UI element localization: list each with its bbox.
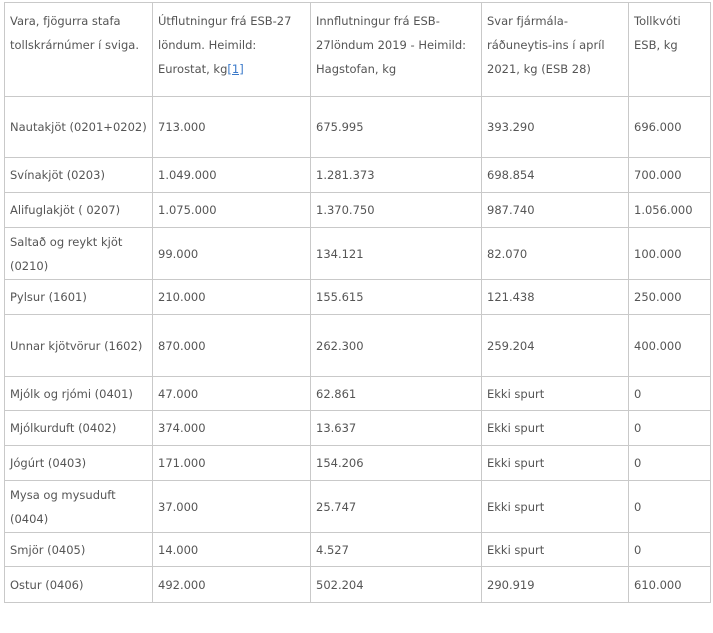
cell-tollkvoti: 700.000 <box>629 158 711 193</box>
table-row <box>5 446 711 481</box>
cell-utflutningur: 14.000 <box>153 533 311 567</box>
cell-innflutningur: 502.204 <box>311 567 482 603</box>
table-row <box>5 158 711 193</box>
cell-svar: 82.070 <box>482 228 629 280</box>
cell-vara: Nautakjöt (0201+0202) <box>5 97 153 158</box>
cell-svar: Ekki spurt <box>482 411 629 446</box>
table-row <box>5 315 711 377</box>
cell-utflutningur: 47.000 <box>153 377 311 411</box>
table-row <box>5 411 711 446</box>
cell-svar: Ekki spurt <box>482 533 629 567</box>
cell-vara: Smjör (0405) <box>5 533 153 567</box>
header-innflutningur: Innflutningur frá ESB-27löndum 2019 - Heimild: Hagstofan, kg <box>311 3 482 97</box>
cell-vara: Pylsur (1601) <box>5 280 153 315</box>
cell-tollkvoti: 0 <box>629 533 711 567</box>
cell-tollkvoti: 0 <box>629 481 711 533</box>
cell-svar: 987.740 <box>482 193 629 228</box>
cell-innflutningur: 155.615 <box>311 280 482 315</box>
cell-vara: Mjólk og rjómi (0401) <box>5 377 153 411</box>
cell-tollkvoti: 0 <box>629 411 711 446</box>
cell-tollkvoti: 696.000 <box>629 97 711 158</box>
cell-vara: Mjólkurduft (0402) <box>5 411 153 446</box>
cell-svar: 698.854 <box>482 158 629 193</box>
cell-utflutningur: 210.000 <box>153 280 311 315</box>
cell-tollkvoti: 100.000 <box>629 228 711 280</box>
cell-vara: Alifuglakjöt ( 0207) <box>5 193 153 228</box>
cell-innflutningur: 262.300 <box>311 315 482 377</box>
cell-tollkvoti: 1.056.000 <box>629 193 711 228</box>
table-row <box>5 533 711 567</box>
table-row <box>5 567 711 603</box>
table-row <box>5 193 711 228</box>
cell-utflutningur: 713.000 <box>153 97 311 158</box>
header-tollkvoti: Tollkvóti ESB, kg <box>629 3 711 97</box>
cell-tollkvoti: 0 <box>629 446 711 481</box>
cell-utflutningur: 1.075.000 <box>153 193 311 228</box>
header-vara: Vara, fjögurra stafa tollskrárnúmer í sviga. <box>5 3 153 97</box>
cell-innflutningur: 1.370.750 <box>311 193 482 228</box>
footnote-link[interactable]: [1] <box>227 62 244 76</box>
tariff-quota-table <box>4 2 711 603</box>
cell-vara: Saltað og reykt kjöt (0210) <box>5 228 153 280</box>
cell-svar: Ekki spurt <box>482 377 629 411</box>
cell-vara: Unnar kjötvörur (1602) <box>5 315 153 377</box>
table-row <box>5 97 711 158</box>
cell-tollkvoti: 610.000 <box>629 567 711 603</box>
table-row <box>5 228 711 280</box>
cell-utflutningur: 99.000 <box>153 228 311 280</box>
cell-tollkvoti: 0 <box>629 377 711 411</box>
cell-innflutningur: 675.995 <box>311 97 482 158</box>
cell-innflutningur: 134.121 <box>311 228 482 280</box>
cell-tollkvoti: 250.000 <box>629 280 711 315</box>
cell-innflutningur: 4.527 <box>311 533 482 567</box>
cell-utflutningur: 171.000 <box>153 446 311 481</box>
cell-innflutningur: 1.281.373 <box>311 158 482 193</box>
cell-innflutningur: 154.206 <box>311 446 482 481</box>
cell-svar: 393.290 <box>482 97 629 158</box>
header-utflutningur <box>153 3 311 97</box>
header-row <box>5 3 711 97</box>
cell-svar: 121.438 <box>482 280 629 315</box>
cell-svar: 259.204 <box>482 315 629 377</box>
cell-vara: Svínakjöt (0203) <box>5 158 153 193</box>
cell-svar: Ekki spurt <box>482 446 629 481</box>
header-utflutningur-text: Útflutningur frá ESB-27 löndum. Heimild: Eurostat, kg <box>158 14 292 76</box>
cell-vara: Jógúrt (0403) <box>5 446 153 481</box>
cell-utflutningur: 870.000 <box>153 315 311 377</box>
cell-vara: Mysa og mysuduft (0404) <box>5 481 153 533</box>
cell-utflutningur: 37.000 <box>153 481 311 533</box>
cell-utflutningur: 1.049.000 <box>153 158 311 193</box>
cell-innflutningur: 13.637 <box>311 411 482 446</box>
cell-innflutningur: 62.861 <box>311 377 482 411</box>
cell-svar: 290.919 <box>482 567 629 603</box>
cell-vara: Ostur (0406) <box>5 567 153 603</box>
cell-svar: Ekki spurt <box>482 481 629 533</box>
header-svar: Svar fjármála-ráðuneytis-ins í apríl 2021, kg (ESB 28) <box>482 3 629 97</box>
table-row <box>5 280 711 315</box>
cell-innflutningur: 25.747 <box>311 481 482 533</box>
table-row <box>5 481 711 533</box>
table-row <box>5 377 711 411</box>
cell-utflutningur: 374.000 <box>153 411 311 446</box>
cell-utflutningur: 492.000 <box>153 567 311 603</box>
cell-tollkvoti: 400.000 <box>629 315 711 377</box>
